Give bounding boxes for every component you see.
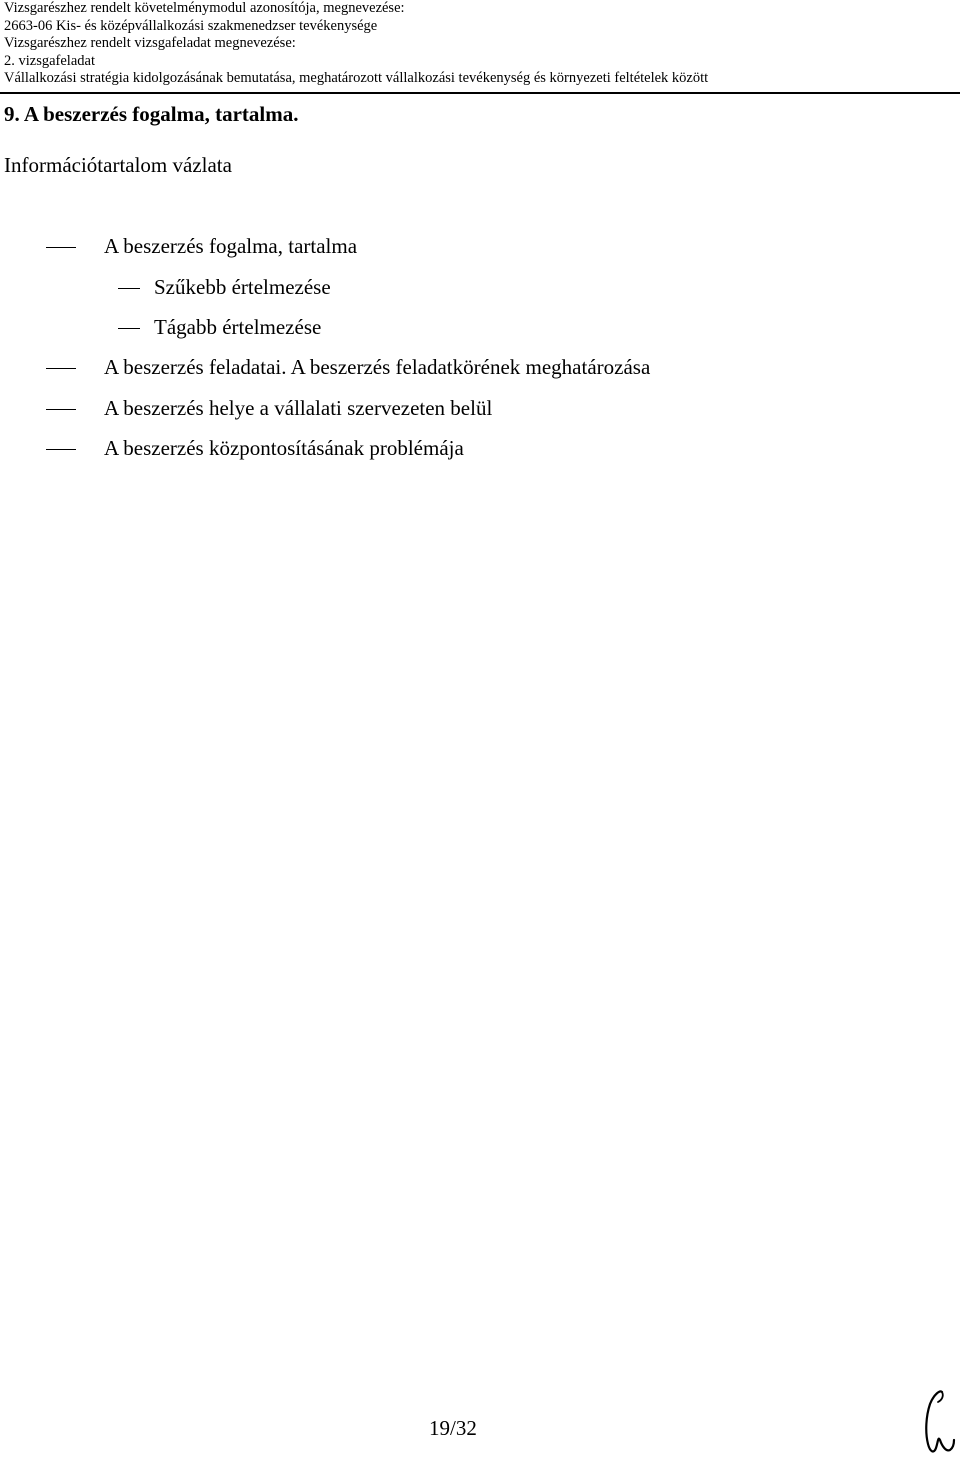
outline-item-text: A beszerzés központosításának problémája [104,436,464,460]
outline-item-text: A beszerzés fogalma, tartalma [104,234,358,258]
section-subtitle: Információtartalom vázlata [4,153,232,177]
outline-item [104,436,464,460]
document-header [4,0,954,88]
dash-bullet-icon [118,288,140,289]
outline-item-text: A beszerzés helye a vállalati szervezeten belül [104,396,493,420]
outline-item-text: A beszerzés feladatai. A beszerzés feladatkörének meghatározása [104,355,651,379]
outline-subitem [154,315,321,339]
outline-subitem [154,275,331,299]
header-task-name: Vállalkozási stratégia kidolgozásának bemutatása, meghatározott vállalkozási tevékenység és környezeti feltételek között [4,70,709,87]
header-task-number: 2. vizsgafeladat [4,52,95,69]
header-task-label: Vizsgarészhez rendelt vizsgafeladat megnevezése: [4,35,296,52]
handwritten-signature [920,1388,956,1458]
outline-subitem-text: Szűkebb értelmezése [154,275,331,299]
outline-item [104,234,357,258]
dash-bullet-icon [118,328,140,329]
dash-bullet-icon [46,368,76,369]
dash-bullet-icon [46,247,76,248]
dash-bullet-icon [46,449,76,450]
outline-item [104,355,650,379]
page-number: 19/32 [429,1416,477,1440]
header-divider [0,92,960,94]
header-module-name: 2663-06 Kis- és középvállalkozási szakmenedzser tevékenysége [4,17,378,34]
outline-item [104,396,492,420]
header-module-label: Vizsgarészhez rendelt követelménymodul azonosítója, megnevezése: [4,0,405,16]
outline-subitem-text: Tágabb értelmezése [154,315,322,339]
section-title: 9. A beszerzés fogalma, tartalma. [4,102,299,126]
dash-bullet-icon [46,409,76,410]
